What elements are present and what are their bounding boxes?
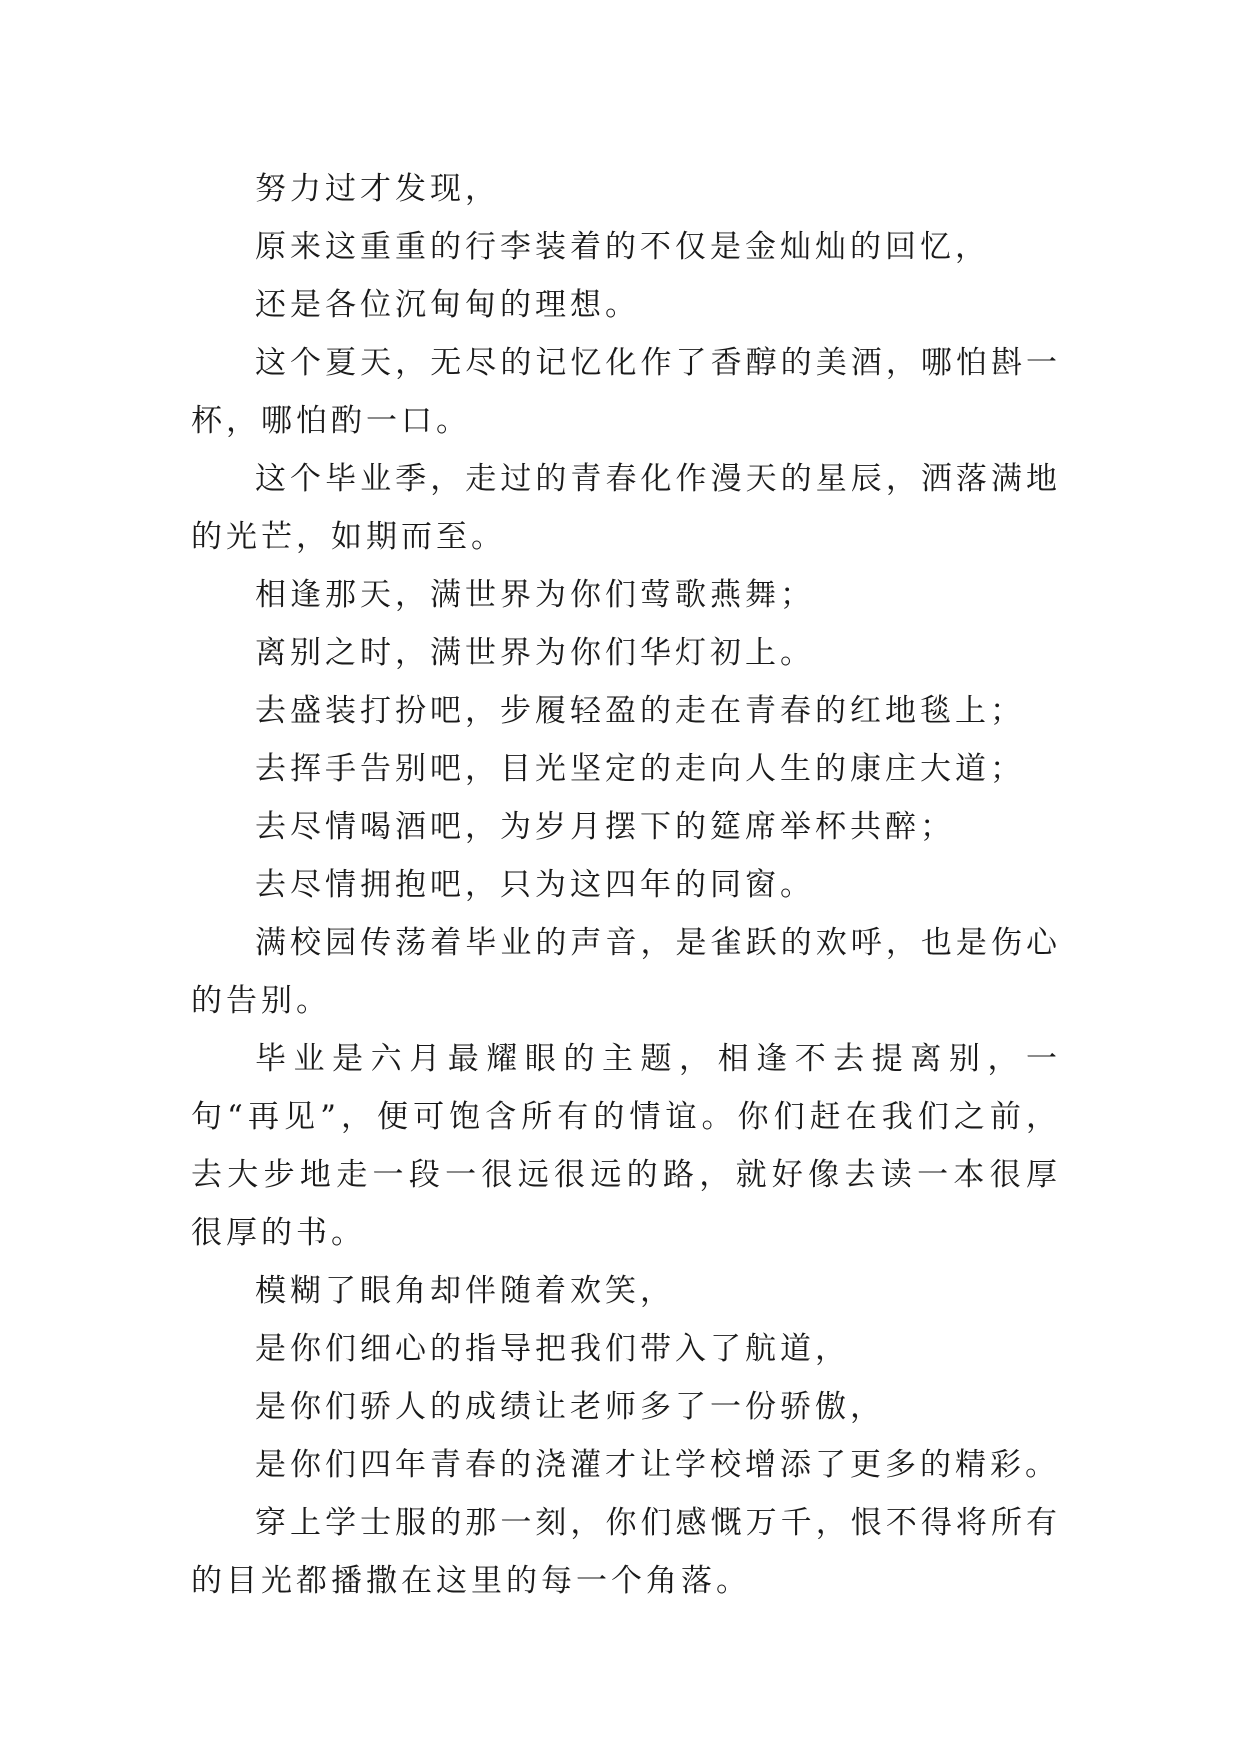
paragraph: 这个夏天，无尽的记忆化作了香醇的美酒，哪怕斟一杯，哪怕酌一口。 [191,345,1061,439]
paragraph: 模糊了眼角却伴随着欢笑， [255,1273,675,1309]
paragraph: 去盛装打扮吧，步履轻盈的走在青春的红地毯上； [255,693,1025,729]
paragraph: 努力过才发现， [255,171,500,207]
paragraph: 是你们四年青春的浇灌才让学校增添了更多的精彩。 [255,1447,1060,1483]
paragraph: 去尽情拥抱吧，只为这四年的同窗。 [255,867,815,903]
paragraph: 离别之时，满世界为你们华灯初上。 [255,635,815,671]
paragraph: 是你们细心的指导把我们带入了航道， [255,1331,850,1367]
paragraph: 相逢那天，满世界为你们莺歌燕舞； [255,577,815,613]
document-body [191,160,1061,1610]
paragraph: 毕业是六月最耀眼的主题，相逢不去提离别，一句“再见”，便可饱含所有的情谊。你们赶在我们之前，去大步地走一段一很远很远的路，就好像去读一本很厚很厚的书。 [191,1041,1061,1251]
paragraph: 原来这重重的行李装着的不仅是金灿灿的回忆， [255,229,990,265]
paragraph: 是你们骄人的成绩让老师多了一份骄傲， [255,1389,885,1425]
paragraph: 还是各位沉甸甸的理想。 [255,287,640,323]
paragraph: 这个毕业季，走过的青春化作漫天的星辰，洒落满地的光芒，如期而至。 [191,461,1061,555]
paragraph: 去尽情喝酒吧，为岁月摆下的筵席举杯共醉； [255,809,955,845]
paragraph: 穿上学士服的那一刻，你们感慨万千，恨不得将所有的目光都播撒在这里的每一个角落。 [191,1505,1061,1599]
paragraph: 满校园传荡着毕业的声音，是雀跃的欢呼，也是伤心的告别。 [191,925,1061,1019]
paragraph: 去挥手告别吧，目光坚定的走向人生的康庄大道； [255,751,1025,787]
